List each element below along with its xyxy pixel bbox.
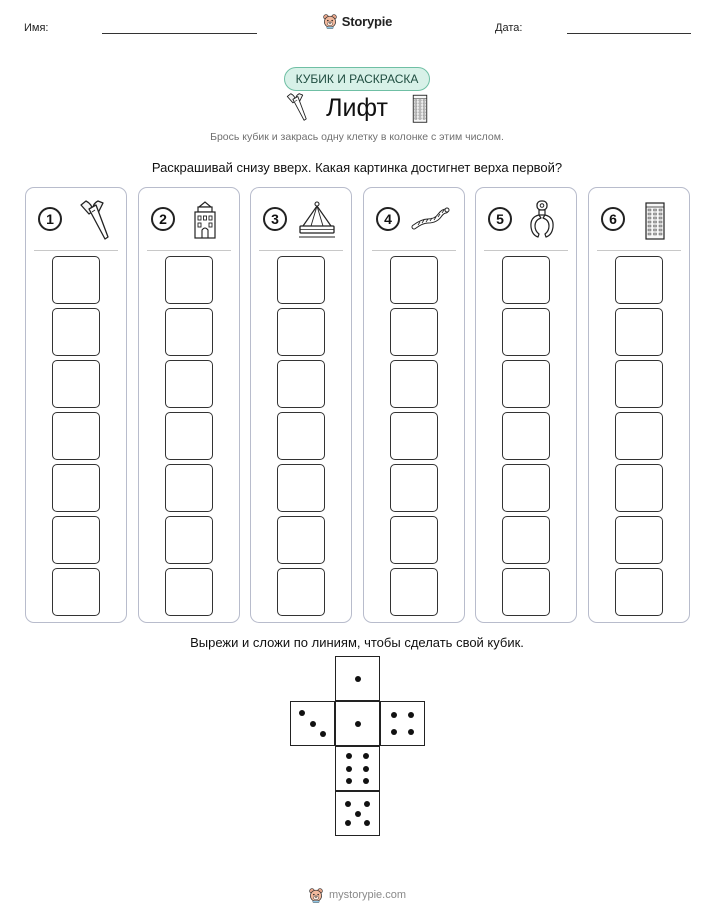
- column-number: 3: [263, 207, 287, 231]
- dice-pip: [310, 721, 316, 727]
- color-cell[interactable]: [165, 308, 213, 356]
- page-title: Лифт: [326, 94, 388, 122]
- column-divider: [372, 250, 456, 251]
- bear-mascot-icon: [322, 13, 338, 29]
- column-number: 2: [151, 207, 175, 231]
- dice-face-5: [335, 791, 380, 836]
- dice-pip: [408, 712, 414, 718]
- footer-url: mystorypie.com: [328, 889, 407, 901]
- color-cell[interactable]: [52, 516, 100, 564]
- column-header: [364, 188, 464, 250]
- dice-pip: [345, 801, 351, 807]
- color-cell[interactable]: [277, 412, 325, 460]
- color-cell[interactable]: [165, 568, 213, 616]
- date-label: Дата:: [495, 22, 523, 34]
- color-cell[interactable]: [52, 308, 100, 356]
- dice-face-1: [335, 656, 380, 701]
- color-cell[interactable]: [615, 568, 663, 616]
- color-cell[interactable]: [390, 360, 438, 408]
- column-4: [363, 187, 465, 623]
- color-cell[interactable]: [165, 516, 213, 564]
- date-line[interactable]: [567, 33, 691, 34]
- dice-pip: [363, 766, 369, 772]
- column-divider: [484, 250, 568, 251]
- column-header: [139, 188, 239, 250]
- color-cell[interactable]: [502, 256, 550, 304]
- column-number: 1: [38, 207, 62, 231]
- column-divider: [259, 250, 343, 251]
- color-cell[interactable]: [277, 308, 325, 356]
- tower-icon: [185, 199, 225, 241]
- color-cell[interactable]: [390, 464, 438, 512]
- dice-pip: [299, 710, 305, 716]
- column-1: [25, 187, 127, 623]
- color-cell[interactable]: [502, 412, 550, 460]
- column-header: [589, 188, 689, 250]
- dice-pip: [363, 753, 369, 759]
- dice-face-1: [335, 701, 380, 746]
- color-cell[interactable]: [277, 256, 325, 304]
- skyscraper-icon: [405, 92, 435, 124]
- dice-pip: [391, 712, 397, 718]
- color-cell[interactable]: [165, 256, 213, 304]
- color-cell[interactable]: [165, 464, 213, 512]
- color-cell[interactable]: [615, 256, 663, 304]
- rope-icon: [410, 199, 450, 241]
- column-6: [588, 187, 690, 623]
- column-number: 6: [601, 207, 625, 231]
- crane-claw-icon: [522, 199, 562, 241]
- dice-pip: [364, 820, 370, 826]
- color-cell[interactable]: [52, 568, 100, 616]
- column-divider: [147, 250, 231, 251]
- color-cell[interactable]: [502, 308, 550, 356]
- color-cell[interactable]: [277, 516, 325, 564]
- color-cell[interactable]: [52, 412, 100, 460]
- bear-mascot-icon: [308, 887, 324, 903]
- color-cell[interactable]: [502, 568, 550, 616]
- axe-icon: [72, 199, 112, 241]
- color-cell[interactable]: [502, 360, 550, 408]
- dice-pip: [355, 811, 361, 817]
- name-label: Имя:: [24, 22, 49, 34]
- page-subtitle: Брось кубик и закрась одну клетку в колонке с этим числом.: [210, 131, 504, 143]
- color-cell[interactable]: [615, 464, 663, 512]
- dice-pip: [346, 753, 352, 759]
- lift-platform-icon: [297, 199, 337, 241]
- color-cell[interactable]: [277, 464, 325, 512]
- color-cell[interactable]: [615, 360, 663, 408]
- dice-pip: [345, 820, 351, 826]
- color-cell[interactable]: [615, 412, 663, 460]
- dice-pip: [364, 801, 370, 807]
- column-header: [26, 188, 126, 250]
- column-5: [475, 187, 577, 623]
- dice-pip: [355, 721, 361, 727]
- dice-pip: [363, 778, 369, 784]
- color-cell[interactable]: [390, 568, 438, 616]
- dice-instruction: Вырежи и сложи по линиям, чтобы сделать свой кубик.: [190, 635, 524, 650]
- game-instruction: Раскрашивай снизу вверх. Какая картинка достигнет верха первой?: [151, 160, 563, 175]
- color-cell[interactable]: [502, 516, 550, 564]
- dice-pip: [355, 676, 361, 682]
- color-cell[interactable]: [390, 516, 438, 564]
- column-divider: [597, 250, 681, 251]
- color-cell[interactable]: [165, 412, 213, 460]
- dice-face-6: [335, 746, 380, 791]
- color-cell[interactable]: [277, 568, 325, 616]
- skyscraper-icon: [635, 199, 675, 241]
- dice-pip: [346, 766, 352, 772]
- column-3: [250, 187, 352, 623]
- color-cell[interactable]: [277, 360, 325, 408]
- column-header: [251, 188, 351, 250]
- column-number: 4: [376, 207, 400, 231]
- activity-badge: КУБИК И РАСКРАСКА: [284, 67, 430, 91]
- color-cell[interactable]: [502, 464, 550, 512]
- color-cell[interactable]: [390, 308, 438, 356]
- color-cell[interactable]: [390, 412, 438, 460]
- color-cell[interactable]: [390, 256, 438, 304]
- footer: [0, 887, 714, 903]
- dice-face-4: [380, 701, 425, 746]
- dice-pip: [391, 729, 397, 735]
- column-2: [138, 187, 240, 623]
- color-cell[interactable]: [52, 360, 100, 408]
- color-cell[interactable]: [165, 360, 213, 408]
- color-cell[interactable]: [52, 256, 100, 304]
- name-line[interactable]: [102, 33, 257, 34]
- brand-logo: [0, 13, 714, 29]
- color-cell[interactable]: [52, 464, 100, 512]
- column-divider: [34, 250, 118, 251]
- dice-face-3: [290, 701, 335, 746]
- color-cell[interactable]: [615, 516, 663, 564]
- brand-name: Storypie: [341, 13, 393, 29]
- color-cell[interactable]: [615, 308, 663, 356]
- dice-pip: [320, 731, 326, 737]
- column-number: 5: [488, 207, 512, 231]
- column-header: [476, 188, 576, 250]
- dice-pip: [346, 778, 352, 784]
- dice-pip: [408, 729, 414, 735]
